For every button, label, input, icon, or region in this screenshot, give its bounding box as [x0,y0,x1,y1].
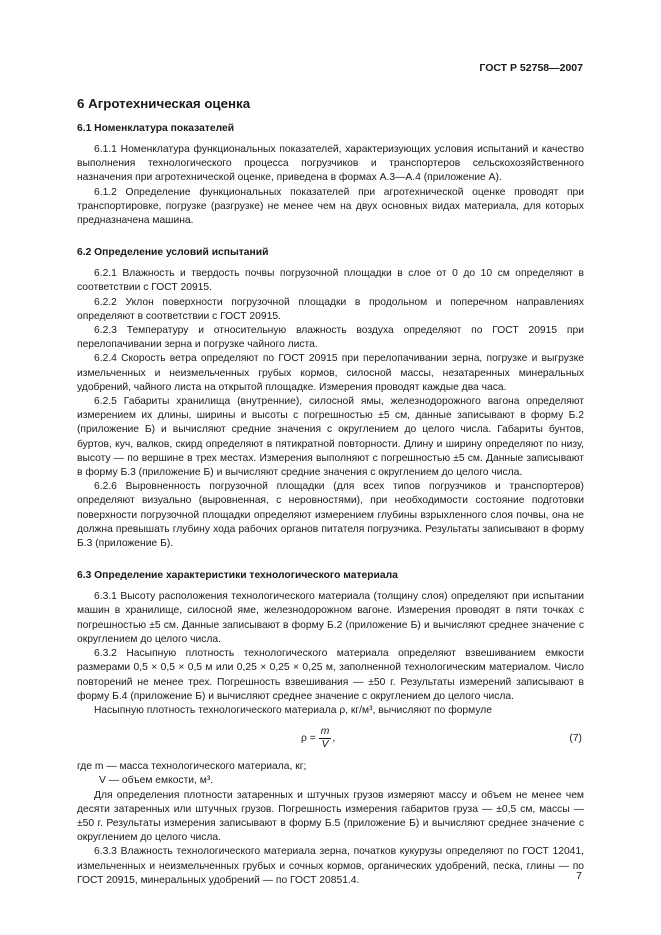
paragraph-6-2-6: 6.2.6 Выровненность погрузочной площадки (для всех типов погрузчиков и транспортеров) определяют визуально (выровненная, с неровностями), при необходимости состояние подготовки поверхности погрузочной площадки определяют измерением глубины взрыхленного слоя почвы, она не должна превышать глубину хода рабочих органов питателя погрузчика. Результаты записывают в форму Б.3 (приложение Б). [77,481,584,550]
formula-number: (7) [569,733,582,745]
section-title: 6 Агротехническая оценка [77,96,251,111]
formula-fraction [319,726,332,751]
paragraph-6-2-1: 6.2.1 Влажность и твердость почвы погрузочной площадки в слое от 0 до 10 см определяют в соответствии с ГОСТ 20915. [77,268,584,294]
paragraph-6-3-3: 6.3.3 Влажность технологического материала зерна, початков кукурузы определяют по ГОСТ 12041, измельченных и неизмельченных грубых и сочных кормов, органических удобрений, песка, глины — по ГОСТ 20915, минеральных удобрений — по ГОСТ 20851.4. [77,846,584,886]
where-m: где m — масса технологического материала, кг; [77,761,307,773]
paragraph-6-2-4: 6.2.4 Скорость ветра определяют по ГОСТ 20915 при перелопачивании зерна, погрузке и выгрузке измельченных и неизмельченных грубых кормов, силосной массы, незатаренных минеральных удобрений, чайного листа на открытой площадке. Измерения проводят каждые два часа. [77,353,584,393]
formula-expression [301,726,335,751]
paragraph-6-3-1: 6.3.1 Высоту расположения технологического материала (толщину слоя) определяют при испытании машин в хранилище, силосной яме, железнодорожном вагоне. Измерения проводят в пяти точках с погрешностью ±5 см. Данные записывают в форму Б.2 (приложение Б) и вычисляют среднее значение с округлением до целого числа. [77,591,584,645]
paragraph-6-2-2: 6.2.2 Уклон поверхности погрузочной площадки в продольном и поперечном направлениях определяют в соответствии с ГОСТ 20915. [77,296,584,322]
page-content [77,96,584,888]
page-number: 7 [576,870,582,882]
formula-denominator: V [321,739,329,751]
subsection-title-6-2: 6.2 Определение условий испытаний [77,247,269,259]
formula-7 [77,722,584,758]
paragraph-density-intro: Насыпную плотность технологического материала ρ, кг/м³, вычисляют по формуле [94,704,492,716]
formula-lhs: ρ = [301,732,316,744]
formula-numerator: m [320,726,330,738]
subsection-title-6-1: 6.1 Номенклатура показателей [77,123,235,134]
formula-tail: , [332,732,336,744]
where-v: V — объем емкости, м³. [99,775,214,787]
paragraph-6-2-3: 6.2.3 Температуру и относительную влажность воздуха определяют по ГОСТ 20915 при перелопачивании зерна и погрузке чайного листа. [77,325,584,351]
paragraph-6-1-1: 6.1.1 Номенклатура функциональных показателей, характеризующих условия испытаний и качество выполнения технологического процесса погрузчиков и транспортеров сельскохозяйственного назначения при агротехнической оценке, приведена в формах А.3—А.4 (приложение А). [77,144,584,184]
subsection-title-6-3: 6.3 Определение характеристики технологического материала [77,570,398,582]
paragraph-6-1-2: 6.1.2 Определение функциональных показателей при агротехнической оценке проводят при транспортировке, погрузке (разгрузке) не менее чем на двух основных видах материала, для которых предназначена машина. [77,186,584,227]
paragraph-6-3-2: 6.3.2 Насыпную плотность технологического материала определяют взвешиванием емкости размерами 0,5 × 0,5 × 0,5 м или 0,25 × 0,25 × 0,25 м, заполненной технологическим материалом. Число повторений не менее трех. Погрешность взвешивания — ±50 г. Результаты измерений записывают в форму Б.4 (приложение Б) и вычисляют среднее значение с округлением до целого числа. [77,648,584,702]
paragraph-6-2-5: 6.2.5 Габариты хранилища (внутренние), силосной ямы, железнодорожного вагона определяют измерением их длины, ширины и высоты с погрешностью ±5 см, данные записывают в форму Б.2 (приложение Б) и вычисляют средние значения с округлением до целого числа. Габариты бунтов, буртов, куч, валков, скирд определяют в пятикратной повторности. Длину и ширину определяют по низу, высоту — по вершине в трех местах. Измерения выполняют с погрешностью ±5 см. Данные записывают в форму Б.3 (приложение Б) и вычисляют средние значения с округлением до целого числа. [77,396,584,479]
paragraph-packaged-cargo: Для определения плотности затаренных и штучных грузов измеряют массу и объем не менее чем десяти затаренных или штучных грузов. Погрешность измерения габаритов груза — ±0,5 см, массы — ±50 г. Результаты измерения записывают в форму Б.5 (приложение Б) и вычисляют среднее значение с округлением до целого числа. [77,789,584,844]
standard-header: ГОСТ Р 52758—2007 [479,62,583,74]
